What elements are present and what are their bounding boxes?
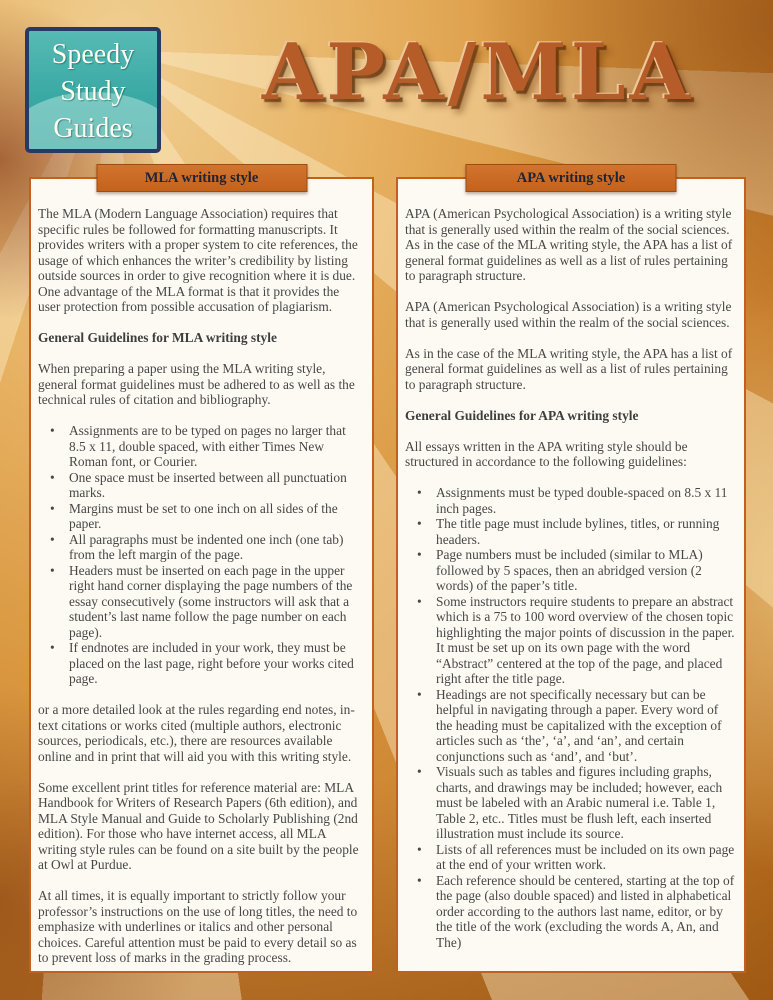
guideline-item: • Visuals such as tables and figures including graphs, charts, and drawings may be included; however, each must be labeled with an Arabic numeral i.e. Table 1, Table 2, etc.. Titles must be flush left, each inserted illustration must include its source. (436, 764, 736, 842)
guideline-item: • The title page must include bylines, titles, or running headers. (436, 516, 736, 547)
paragraph: or a more detailed look at the rules regarding end notes, in-text citations or works cited (multiple authors, electronic sources, periodicals, etc.), there are resources available online and in print that will aid you with this writing style. (38, 702, 355, 764)
guideline-item: • Margins must be set to one inch on all sides of the paper. (69, 501, 364, 532)
page-title: APA/MLA (261, 27, 695, 118)
paragraph: As in the case of the MLA writing style, the APA has a list of general format guidelines as well as a list of rules pertaining to paragraph structure. (405, 345, 733, 392)
paragraph: APA (American Psychological Association) is a writing style that is generally used within the realm of the social sciences. As in the case of the MLA writing style, the APA has a list of general format guidelines as well as a list of rules pertaining to paragraph structure. (405, 206, 733, 283)
guideline-item: • All paragraphs must be indented one inch (one tab) from the left margin of the page. (69, 532, 364, 563)
guideline-item: • If endnotes are included in your work, they must be placed on the last page, right before your works cited page. (69, 640, 364, 687)
mla-column (29, 170, 374, 973)
logo-line-guides: Guides (53, 113, 133, 144)
paragraph: When preparing a paper using the MLA writing style, general format guidelines must be adhered to as well as the technical rules of citation and bibliography. (38, 361, 355, 407)
guideline-item: • Assignments are to be typed on pages no larger that 8.5 x 11, double spaced, with either Times New Roman font, or Courier. (69, 423, 364, 470)
guideline-list (38, 423, 364, 687)
paragraph: The MLA (Modern Language Association) requires that specific rules be followed for formatting manuscripts. It provides writers with a proper system to cite references, the usage of which enhances the writer’s credibility by listing outside sources in order to give recognition where it is due. One advantage of the MLA format is that it provides the user protection from possible accusation of plagiarism. (38, 206, 358, 314)
paragraph: At all times, it is equally important to strictly follow your professor’s instructions on the use of long titles, the need to emphasize with underlines or italics and other personal choices. Careful attention must be paid to every detail so as to prevent loss of marks in the grading process. (38, 888, 358, 965)
paragraph: Some excellent print titles for reference material are: MLA Handbook for Writers of Research Papers (6th edition), and MLA Style Manual and Guide to Scholarly Publishing (2nd edition). For those who have internet access, all MLA writing style rules can be found on a site built by the people at Owl at Purdue. (38, 779, 359, 872)
section-heading: General Guidelines for MLA writing style (38, 330, 277, 345)
logo-line-study: Study (60, 76, 126, 107)
mla-column-header: MLA writing style (96, 164, 307, 192)
paragraph: APA (American Psychological Association) is a writing style that is generally used within the realm of the social sciences. (405, 299, 732, 330)
section-heading: General Guidelines for APA writing style (405, 407, 639, 423)
speedy-study-guides-logo (25, 27, 161, 153)
guideline-item: • Headings are not specifically necessary but can be helpful in navigating through a paper. Every word of the heading must be capitalized with the exception of articles such as ‘the’, ‘a’, and ‘an’, and certain conjunctions such as ‘and’, and ‘but’. (436, 687, 736, 765)
paragraph: All essays written in the APA writing style should be structured in accordance to the following guidelines: (405, 438, 688, 469)
apa-column-body (398, 179, 744, 950)
guideline-item: • One space must be inserted between all punctuation marks. (69, 470, 364, 501)
guideline-item: • Some instructors require students to prepare an abstract which is a 75 to 100 word overview of the chosen topic highlighting the major points of discussion in the paper. It must be set up on its own page with the word “Abstract” centered at the top of the page, and placed right after the title page. (436, 594, 736, 687)
guideline-list (405, 485, 736, 950)
mla-column-body (31, 179, 372, 966)
guideline-item: • Each reference should be centered, starting at the top of the page (also double spaced) and listed in alphabetical order according to the authors last name, editor, or by the title of the work (excluding the words A, An, and The) (436, 873, 736, 951)
guideline-item: • Lists of all references must be included on its own page at the end of your written work. (436, 842, 736, 873)
apa-column-header: APA writing style (466, 164, 677, 192)
apa-column (396, 170, 746, 973)
guideline-item: • Assignments must be typed double-spaced on 8.5 x 11 inch pages. (436, 485, 736, 516)
guideline-item: • Headers must be inserted on each page in the upper right hand corner displaying the page numbers of the essay consecutively (some instructors will ask that a student’s last name follow the page number on each page). (69, 563, 364, 641)
guideline-item: • Page numbers must be included (similar to MLA) followed by 5 spaces, then an abridged version (2 words) of the paper’s title. (436, 547, 736, 594)
logo-line-speedy: Speedy (51, 39, 135, 70)
